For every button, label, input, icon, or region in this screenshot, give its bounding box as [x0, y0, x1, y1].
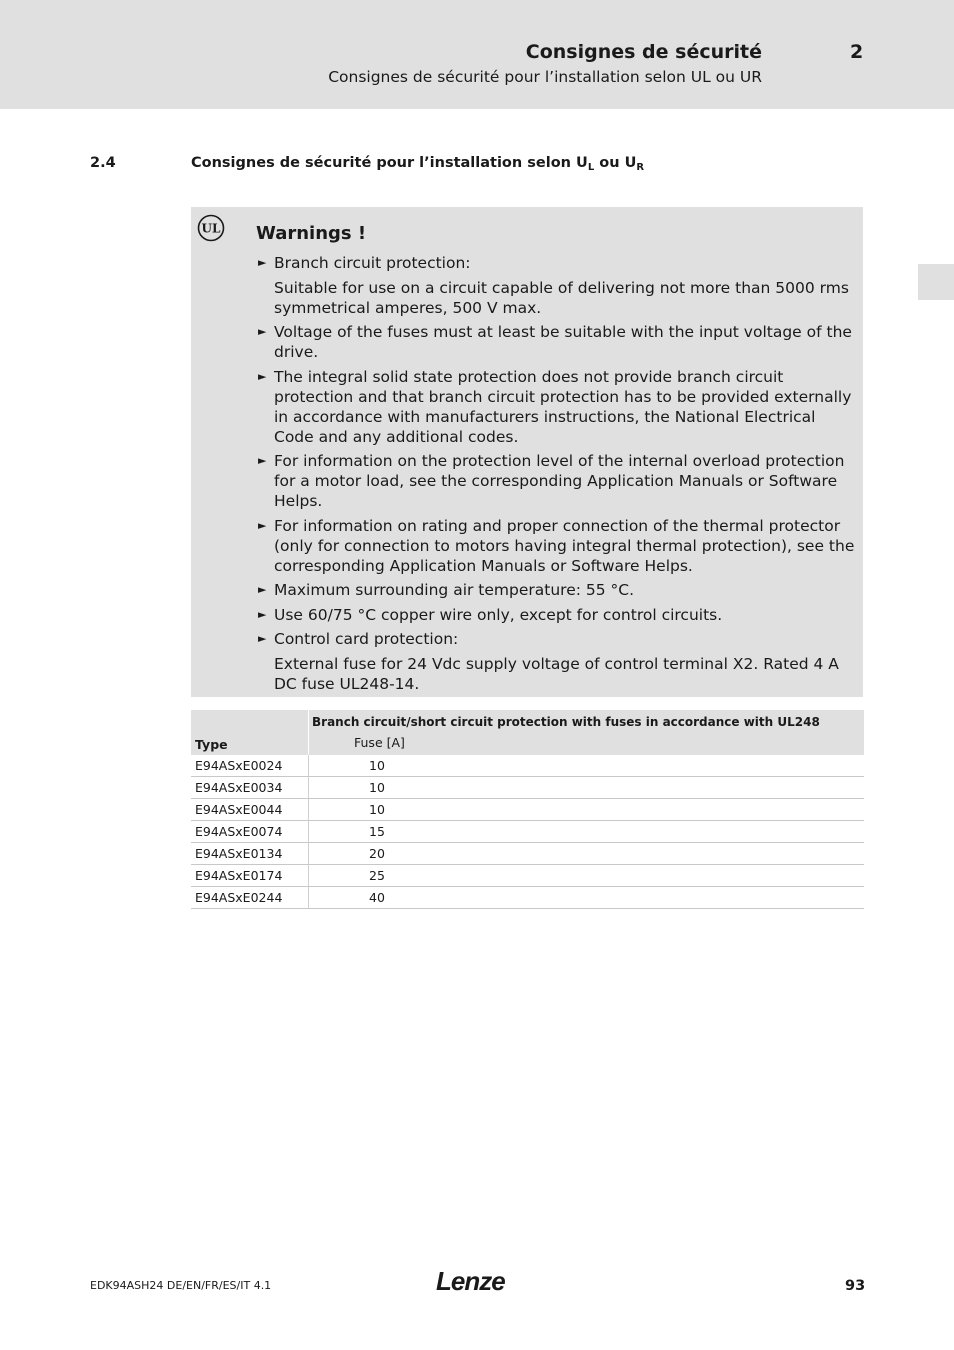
warning-item-text: Branch circuit protection: [274, 254, 471, 272]
bullet-arrow-icon: ► [258, 256, 267, 269]
chapter-thumb-tab [918, 264, 954, 300]
table-row [191, 755, 864, 777]
fuse-table [191, 710, 864, 909]
table-row [191, 887, 864, 909]
type-cell: E94ASxE0134 [191, 843, 308, 865]
document-id: EDK94ASH24 DE/EN/FR/ES/IT 4.1 [90, 1279, 272, 1292]
warning-item-text: Use 60/75 °C copper wire only, except for control circuits. [274, 605, 723, 624]
fuse-cell: 25 [309, 865, 864, 887]
bullet-arrow-icon: ► [258, 518, 267, 532]
table-header-type: Type [191, 710, 308, 755]
type-cell: E94ASxE0074 [191, 821, 308, 843]
warning-item [258, 580, 856, 600]
warning-item [258, 605, 856, 625]
table-row [191, 843, 864, 865]
bullet-arrow-icon: ► [258, 607, 267, 621]
table-header-group: Branch circuit/short circuit protection with fuses in accordance with UL248 [309, 710, 864, 732]
section-title-sub-r: R [636, 162, 645, 173]
bullet-arrow-icon: ► [258, 632, 267, 645]
warning-item-text: Voltage of the fuses must at least be suitable with the input voltage of the drive. [274, 323, 852, 361]
table-body [191, 755, 864, 909]
page-header [0, 0, 954, 109]
section-title-mid: ou U [594, 155, 637, 171]
bullet-arrow-icon: ► [258, 454, 267, 467]
type-cell: E94ASxE0024 [191, 755, 308, 777]
warnings-list [258, 253, 856, 698]
type-cell: E94ASxE0244 [191, 887, 308, 909]
warning-item-detail: External fuse for 24 Vdc supply voltage of control terminal X2. Rated 4 A DC fuse UL248-14. [274, 654, 839, 693]
fuse-cell: 20 [309, 843, 864, 865]
section-title [191, 155, 644, 173]
warning-item-text: Control card protection: [274, 630, 459, 648]
ul-logo-text: UL [201, 221, 221, 236]
warning-item-text: Maximum surrounding air temperature: 55 °C. [274, 581, 635, 599]
fuse-cell: 15 [309, 821, 864, 843]
chapter-title: Consignes de sécurité [525, 41, 762, 63]
bullet-arrow-icon: ► [258, 369, 267, 383]
warning-item [258, 629, 856, 694]
lenze-logo [436, 1266, 516, 1296]
warning-item-text: The integral solid state protection does not provide branch circuit protection and that branch circuit protection has to be provided externally in accordance with manufacturers instructions, the National Electrical Code and any additional codes. [274, 367, 852, 446]
type-cell: E94ASxE0034 [191, 777, 308, 799]
chapter-subtitle: Consignes de sécurité pour l’installation selon UL ou UR [328, 68, 762, 86]
table-row [191, 821, 864, 843]
warning-item-text: For information on rating and proper connection of the thermal protector (only for connection to motors having integral thermal protection), see the corresponding Application Manuals or Software Helps. [274, 516, 855, 575]
type-cell: E94ASxE0174 [191, 865, 308, 887]
warnings-box [191, 207, 863, 697]
fuse-cell: 10 [309, 755, 864, 777]
warning-item [258, 451, 856, 511]
bullet-arrow-icon: ► [258, 583, 267, 596]
warnings-title: Warnings ! [256, 223, 367, 244]
warning-item [258, 516, 856, 576]
type-cell: E94ASxE0044 [191, 799, 308, 821]
chapter-number: 2 [850, 41, 864, 63]
warning-item-text: For information on the protection level of the internal overload protection for a motor load, see the corresponding Application Manuals or Software Helps. [274, 452, 845, 510]
warning-item [258, 322, 856, 362]
section-number: 2.4 [90, 155, 116, 171]
section-title-sub-l: L [587, 162, 595, 173]
warning-item [258, 367, 856, 447]
ul-certification-icon [197, 214, 225, 242]
fuse-cell: 40 [309, 887, 864, 909]
page-number: 93 [845, 1278, 866, 1294]
table-row [191, 777, 864, 799]
table-row [191, 799, 864, 821]
table-row [191, 865, 864, 887]
lenze-logo-text: Lenze [436, 1266, 505, 1296]
warning-item [258, 253, 856, 318]
bullet-arrow-icon: ► [258, 325, 267, 338]
warning-item-detail: Suitable for use on a circuit capable of delivering not more than 5000 rms symmetrical amperes, 500 V max. [274, 278, 849, 317]
section-title-main: Consignes de sécurité pour l’installation selon U [191, 155, 588, 171]
fuse-cell: 10 [309, 777, 864, 799]
fuse-cell: 10 [309, 799, 864, 821]
table-header-fuse: Fuse [A] [309, 732, 864, 755]
